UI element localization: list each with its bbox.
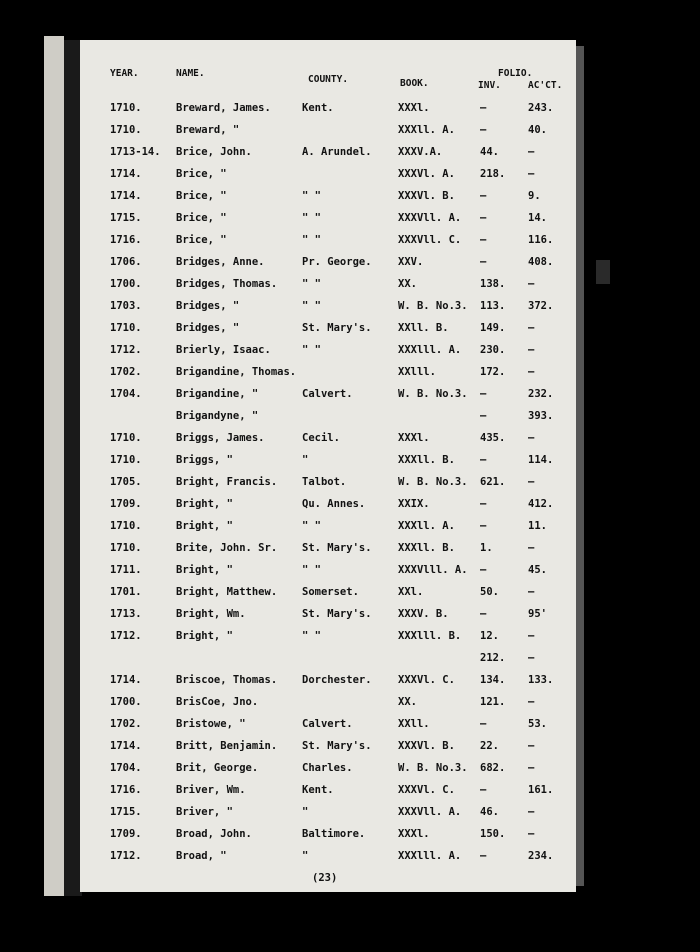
page-number: (23) — [312, 872, 338, 884]
table-row — [80, 388, 576, 410]
cell-county: Qu. Annes. — [302, 498, 366, 510]
table-row — [80, 784, 576, 806]
table-row — [80, 542, 576, 564]
clip-mark — [596, 260, 610, 284]
cell-county: " " — [302, 344, 321, 356]
cell-acct: 114. — [528, 454, 554, 466]
cell-inv: — — [480, 190, 487, 202]
cell-inv: — — [480, 784, 487, 796]
cell-county: " " — [302, 278, 321, 290]
table-row — [80, 366, 576, 388]
cell-acct: 45. — [528, 564, 547, 576]
cell-county: " " — [302, 300, 321, 312]
cell-book: XXXll. B. — [398, 542, 455, 554]
cell-acct: — — [528, 740, 535, 752]
cell-name: Bright, Francis. — [176, 476, 278, 488]
cell-inv: — — [480, 608, 487, 620]
cell-year: 1706. — [110, 256, 142, 268]
table-row — [80, 498, 576, 520]
table-row — [80, 146, 576, 168]
cell-name: Bridges, Anne. — [176, 256, 265, 268]
cell-county: Pr. George. — [302, 256, 372, 268]
document-page — [80, 40, 576, 892]
cell-acct: — — [528, 146, 535, 158]
table-row — [80, 322, 576, 344]
table-row — [80, 740, 576, 762]
cell-acct: — — [528, 344, 535, 356]
cell-acct: — — [528, 366, 535, 378]
table-row — [80, 410, 576, 432]
cell-book: XXXVl. C. — [398, 784, 455, 796]
cell-inv: 22. — [480, 740, 499, 752]
cell-year: 1712. — [110, 630, 142, 642]
cell-year: 1710. — [110, 322, 142, 334]
cell-county: Cecil. — [302, 432, 340, 444]
table-row — [80, 124, 576, 146]
cell-year: 1710. — [110, 102, 142, 114]
cell-inv: — — [480, 388, 487, 400]
cell-year: 1716. — [110, 234, 142, 246]
cell-acct: 14. — [528, 212, 547, 224]
cell-inv: — — [480, 410, 487, 422]
header-book: BOOK. — [400, 78, 429, 89]
cell-county: " — [302, 806, 309, 818]
cell-book: W. B. No.3. — [398, 388, 468, 400]
table-row — [80, 806, 576, 828]
cell-name: BrisCoe, Jno. — [176, 696, 259, 708]
cell-inv: — — [480, 454, 487, 466]
cell-inv: 44. — [480, 146, 499, 158]
cell-county: Kent. — [302, 102, 334, 114]
cell-inv: 218. — [480, 168, 506, 180]
cell-county: " — [302, 850, 309, 862]
cell-inv: 121. — [480, 696, 506, 708]
cell-inv: 46. — [480, 806, 499, 818]
cell-county: Calvert. — [302, 388, 353, 400]
cell-book: XXll. B. — [398, 322, 449, 334]
cell-year: 1715. — [110, 212, 142, 224]
cell-county: " " — [302, 564, 321, 576]
cell-year: 1712. — [110, 344, 142, 356]
cell-acct: — — [528, 322, 535, 334]
cell-name: Brigandine, " — [176, 388, 259, 400]
cell-acct: 234. — [528, 850, 554, 862]
cell-county: " " — [302, 630, 321, 642]
cell-book: XXXl. — [398, 828, 430, 840]
cell-book: XXXVll. A. — [398, 806, 462, 818]
cell-year: 1714. — [110, 674, 142, 686]
cell-acct: — — [528, 828, 535, 840]
cell-acct: — — [528, 630, 535, 642]
cell-acct: 372. — [528, 300, 554, 312]
cell-book: XXXVl. B. — [398, 740, 455, 752]
cell-name: Bright, " — [176, 564, 233, 576]
cell-acct: — — [528, 586, 535, 598]
cell-inv: 50. — [480, 586, 499, 598]
cell-name: Bright, " — [176, 630, 233, 642]
table-row — [80, 718, 576, 740]
cell-acct: — — [528, 476, 535, 488]
header-inv: INV. — [478, 80, 501, 91]
cell-book: XXXlll. A. — [398, 344, 462, 356]
cell-name: Broad, " — [176, 850, 227, 862]
table-row — [80, 762, 576, 784]
cell-book: XXXlll. A. — [398, 850, 462, 862]
table-row — [80, 630, 576, 652]
cell-year: 1714. — [110, 168, 142, 180]
cell-county: Charles. — [302, 762, 353, 774]
cell-acct: — — [528, 432, 535, 444]
cell-name: Bright, " — [176, 498, 233, 510]
cell-book: XX. — [398, 278, 417, 290]
cell-inv: — — [480, 850, 487, 862]
cell-county: " — [302, 454, 309, 466]
table-row — [80, 344, 576, 366]
cell-inv: 1. — [480, 542, 493, 554]
table-row — [80, 476, 576, 498]
cell-year: 1712. — [110, 850, 142, 862]
cell-year: 1713-14. — [110, 146, 161, 158]
cell-inv: 150. — [480, 828, 506, 840]
table-row — [80, 102, 576, 124]
cell-year: 1711. — [110, 564, 142, 576]
cell-inv: 12. — [480, 630, 499, 642]
cell-acct: — — [528, 652, 535, 664]
cell-inv: — — [480, 498, 487, 510]
cell-name: Bright, Matthew. — [176, 586, 278, 598]
cell-book: XXV. — [398, 256, 424, 268]
cell-book: XXXl. — [398, 102, 430, 114]
cell-acct: 116. — [528, 234, 554, 246]
cell-acct: 53. — [528, 718, 547, 730]
cell-acct: 9. — [528, 190, 541, 202]
binding-edge — [44, 36, 64, 896]
cell-year: 1716. — [110, 784, 142, 796]
cell-name: Brice, John. — [176, 146, 252, 158]
cell-county: " " — [302, 234, 321, 246]
header-year: YEAR. — [110, 68, 139, 79]
cell-name: Briver, Wm. — [176, 784, 246, 796]
cell-county: Talbot. — [302, 476, 347, 488]
cell-year: 1710. — [110, 520, 142, 532]
cell-name: Bristowe, " — [176, 718, 246, 730]
cell-year: 1713. — [110, 608, 142, 620]
table-row — [80, 828, 576, 850]
cell-year: 1709. — [110, 498, 142, 510]
cell-name: Briggs, " — [176, 454, 233, 466]
cell-inv: — — [480, 124, 487, 136]
cell-book: XXXVlll. A. — [398, 564, 468, 576]
cell-year: 1702. — [110, 366, 142, 378]
table-row — [80, 234, 576, 256]
cell-county: St. Mary's. — [302, 322, 372, 334]
cell-name: Briggs, James. — [176, 432, 265, 444]
cell-inv: — — [480, 564, 487, 576]
table-row — [80, 256, 576, 278]
cell-name: Broad, John. — [176, 828, 252, 840]
cell-inv: 149. — [480, 322, 506, 334]
cell-acct: — — [528, 278, 535, 290]
cell-year: 1709. — [110, 828, 142, 840]
cell-year: 1704. — [110, 388, 142, 400]
cell-acct: — — [528, 696, 535, 708]
cell-county: Somerset. — [302, 586, 359, 598]
cell-book: XXXV.A. — [398, 146, 443, 158]
cell-acct: — — [528, 806, 535, 818]
cell-book: XXXVl. C. — [398, 674, 455, 686]
cell-book: XXll. — [398, 718, 430, 730]
cell-inv: 682. — [480, 762, 506, 774]
cell-year: 1703. — [110, 300, 142, 312]
cell-inv: — — [480, 718, 487, 730]
table-row — [80, 696, 576, 718]
cell-inv: — — [480, 212, 487, 224]
table-row — [80, 212, 576, 234]
header-folio: FOLIO. — [498, 68, 533, 79]
cell-inv: — — [480, 520, 487, 532]
cell-book: XXXVll. C. — [398, 234, 462, 246]
cell-acct: 133. — [528, 674, 554, 686]
cell-name: Brigandyne, " — [176, 410, 259, 422]
cell-name: Brice, " — [176, 212, 227, 224]
cell-inv: 621. — [480, 476, 506, 488]
cell-year: 1710. — [110, 542, 142, 554]
table-row — [80, 300, 576, 322]
cell-acct: — — [528, 168, 535, 180]
table-row — [80, 278, 576, 300]
table-row — [80, 168, 576, 190]
cell-county: A. Arundel. — [302, 146, 372, 158]
cell-name: Bridges, " — [176, 300, 240, 312]
cell-book: XXlll. — [398, 366, 436, 378]
cell-county: " " — [302, 190, 321, 202]
page-edge — [576, 46, 584, 886]
cell-book: W. B. No.3. — [398, 762, 468, 774]
cell-county: St. Mary's. — [302, 740, 372, 752]
cell-inv: — — [480, 234, 487, 246]
cell-book: XXXVl. B. — [398, 190, 455, 202]
cell-acct: 40. — [528, 124, 547, 136]
cell-year: 1705. — [110, 476, 142, 488]
cell-book: XXXl. — [398, 432, 430, 444]
cell-book: XXXlll. B. — [398, 630, 462, 642]
cell-name: Bridges, Thomas. — [176, 278, 278, 290]
cell-name: Brice, " — [176, 190, 227, 202]
cell-acct: 232. — [528, 388, 554, 400]
cell-inv: 138. — [480, 278, 506, 290]
cell-inv: 435. — [480, 432, 506, 444]
table-row — [80, 190, 576, 212]
cell-county: Calvert. — [302, 718, 353, 730]
cell-acct: — — [528, 542, 535, 554]
cell-inv: — — [480, 102, 487, 114]
cell-county: Dorchester. — [302, 674, 372, 686]
cell-acct: — — [528, 762, 535, 774]
table-row — [80, 432, 576, 454]
cell-book: XX. — [398, 696, 417, 708]
cell-county: St. Mary's. — [302, 542, 372, 554]
cell-name: Brierly, Isaac. — [176, 344, 271, 356]
cell-year: 1710. — [110, 454, 142, 466]
cell-acct: 11. — [528, 520, 547, 532]
table-row — [80, 652, 576, 674]
cell-inv: — — [480, 256, 487, 268]
cell-county: Baltimore. — [302, 828, 366, 840]
table-row — [80, 454, 576, 476]
cell-acct: 393. — [528, 410, 554, 422]
cell-year: 1704. — [110, 762, 142, 774]
cell-book: W. B. No.3. — [398, 476, 468, 488]
cell-county: St. Mary's. — [302, 608, 372, 620]
cell-book: XXXVl. A. — [398, 168, 455, 180]
cell-book: W. B. No.3. — [398, 300, 468, 312]
cell-book: XXXV. B. — [398, 608, 449, 620]
cell-county: " " — [302, 212, 321, 224]
cell-inv: 134. — [480, 674, 506, 686]
cell-name: Briscoe, Thomas. — [176, 674, 278, 686]
cell-name: Briver, " — [176, 806, 233, 818]
cell-name: Brigandine, Thomas. — [176, 366, 297, 378]
cell-name: Brice, " — [176, 168, 227, 180]
cell-acct: 243. — [528, 102, 554, 114]
cell-name: Breward, James. — [176, 102, 271, 114]
cell-name: Brite, John. Sr. — [176, 542, 278, 554]
cell-year: 1715. — [110, 806, 142, 818]
table-row — [80, 850, 576, 872]
cell-acct: 408. — [528, 256, 554, 268]
cell-book: XXIX. — [398, 498, 430, 510]
header-name: NAME. — [176, 68, 205, 79]
cell-book: XXXll. A. — [398, 124, 455, 136]
cell-name: Britt, Benjamin. — [176, 740, 278, 752]
header-acct: AC'CT. — [528, 80, 563, 91]
cell-book: XXXll. A. — [398, 520, 455, 532]
cell-acct: 412. — [528, 498, 554, 510]
cell-inv: 212. — [480, 652, 506, 664]
cell-year: 1714. — [110, 740, 142, 752]
cell-acct: 161. — [528, 784, 554, 796]
cell-book: XXXll. B. — [398, 454, 455, 466]
cell-year: 1701. — [110, 586, 142, 598]
cell-book: XXl. — [398, 586, 424, 598]
table-row — [80, 564, 576, 586]
cell-year: 1702. — [110, 718, 142, 730]
table-row — [80, 674, 576, 696]
header-county: COUNTY. — [308, 74, 349, 85]
cell-year: 1700. — [110, 278, 142, 290]
table-row — [80, 520, 576, 542]
cell-inv: 172. — [480, 366, 506, 378]
cell-inv: 230. — [480, 344, 506, 356]
cell-name: Bright, " — [176, 520, 233, 532]
cell-name: Bridges, " — [176, 322, 240, 334]
cell-county: Kent. — [302, 784, 334, 796]
table-row — [80, 586, 576, 608]
cell-year: 1710. — [110, 124, 142, 136]
cell-year: 1710. — [110, 432, 142, 444]
cell-year: 1700. — [110, 696, 142, 708]
cell-county: " " — [302, 520, 321, 532]
cell-name: Brice, " — [176, 234, 227, 246]
cell-year: 1714. — [110, 190, 142, 202]
cell-inv: 113. — [480, 300, 506, 312]
cell-name: Bright, Wm. — [176, 608, 246, 620]
cell-name: Breward, " — [176, 124, 240, 136]
table-row — [80, 608, 576, 630]
cell-book: XXXVll. A. — [398, 212, 462, 224]
cell-acct: 95' — [528, 608, 547, 620]
cell-name: Brit, George. — [176, 762, 259, 774]
